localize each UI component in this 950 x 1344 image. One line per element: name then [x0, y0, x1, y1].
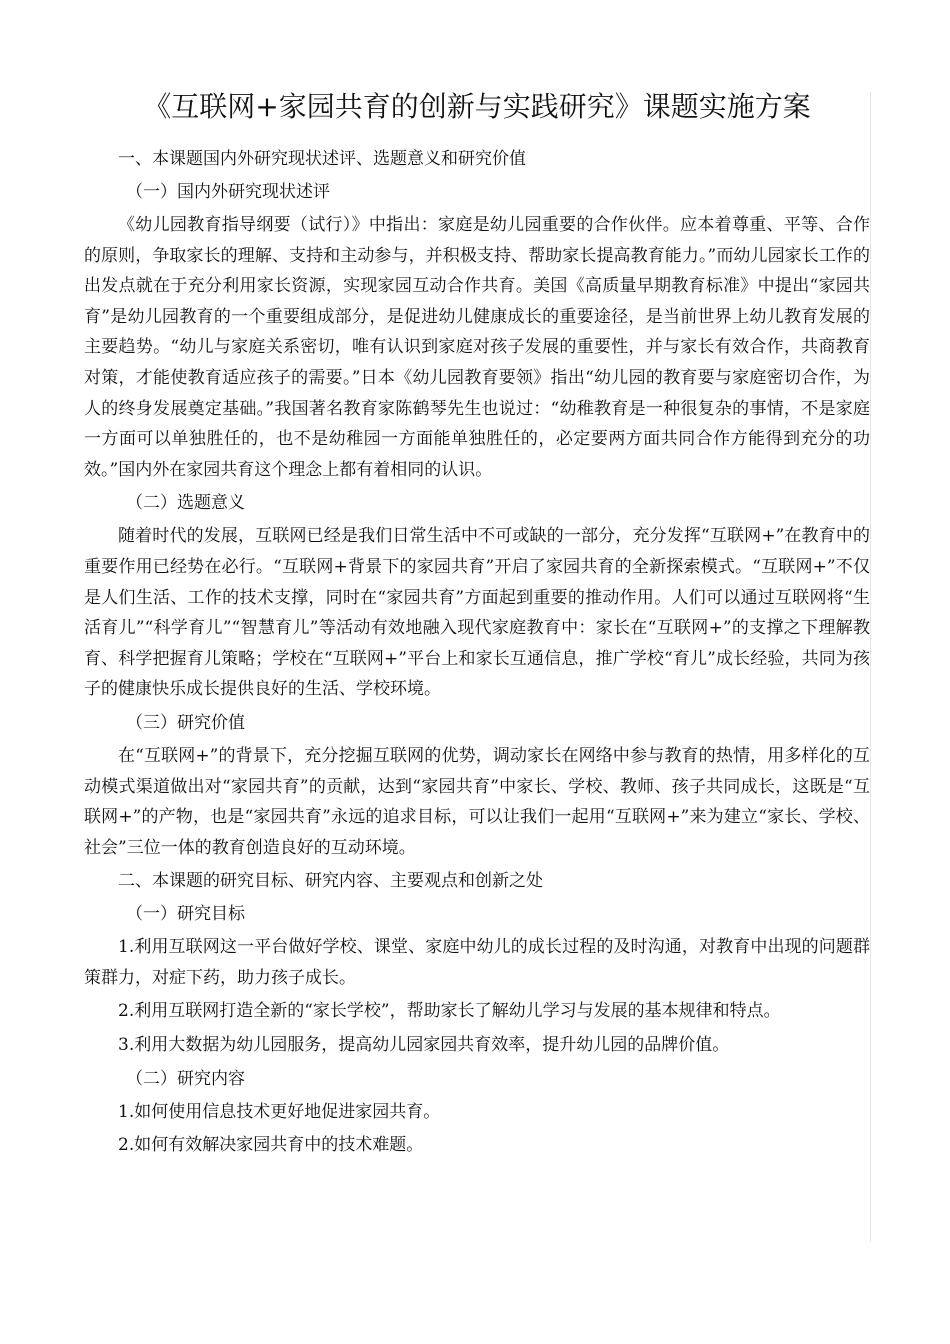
section-1-1-paragraph: 《幼儿园教育指导纲要（试行）》中指出：家庭是幼儿园重要的合作伙伴。应本着尊重、平等、合作的原则，争取家长的理解、支持和主动参与，并积极支持、帮助家长提高教育能力。”而幼儿园家长工作的出发点就在于充分利用家长资源，实现家园互动合作共育。美国《高质量早期教育标准》中提出“家园共育”是幼儿园教育的一个重要组成部分，是促进幼儿健康成长的重要途径，是当前世界上幼儿教育发展的主要趋势。“幼儿与家庭关系密切，唯有认识到家庭对孩子发展的重要性，并与家长有效合作，共商教育对策，才能使教育适应孩子的需要。”日本《幼儿园教育要领》指出“幼儿园的教育要与家庭密切合作，为人的终身发展奠定基础。”我国著名教育家陈鹤琴先生也说过：“幼稚教育是一种很复杂的事情，不是家庭一方面可以单独胜任的，也不是幼稚园一方面能单独胜任的，必定要两方面共同合作方能得到充分的功效。”国内外在家园共育这个理念上都有着相同的认识。	[84, 215, 870, 480]
section-1-3-paragraph: 在“互联网+”的背景下，充分挖掘互联网的优势，调动家长在网络中参与教育的热情，用多样化的互动模式渠道做出对“家园共育”的贡献，达到“家园共育”中家长、学校、教师、孩子共同成长，这既是“互联网+”的产物，也是“家园共育”永远的追求目标，可以让我们一起用“互联网+”来为建立“家长、学校、社会”三位一体的教育创造良好的互动环境。	[84, 745, 870, 858]
section-1-2-heading: （二）选题意义	[126, 493, 245, 514]
section-2-heading: 二、本课题的研究目标、研究内容、主要观点和创新之处	[118, 871, 543, 892]
section-1-1-heading: （一）国内外研究现状述评	[126, 182, 330, 202]
goal-item-3: 3.利用大数据为幼儿园服务，提高幼儿园家园共育效率，提升幼儿园的品牌价值。	[118, 1035, 730, 1056]
section-1-3-heading: （三）研究价值	[126, 712, 245, 733]
section-1-heading: 一、本课题国内外研究现状述评、选题意义和研究价值	[118, 149, 526, 169]
document-title: 《互联网+家园共育的创新与实践研究》课题实施方案	[143, 90, 811, 123]
page-edge-divider	[870, 92, 871, 1242]
content-item-2: 2.如何有效解决家园共育中的技术难题。	[118, 1135, 424, 1156]
section-2-2-heading: （二）研究内容	[126, 1068, 245, 1089]
document-body	[84, 144, 870, 1164]
goal-item-2: 2.利用互联网打造全新的“家长学校”，帮助家长了解幼儿学习与发展的基本规律和特点。	[118, 1001, 781, 1022]
section-1-2-paragraph: 随着时代的发展，互联网已经是我们日常生活中不可或缺的一部分，充分发挥“互联网+”在教育中的重要作用已经势在必行。“互联网+背景下的家园共育”开启了家园共育的全新探索模式。“互联网+”不仅是人们生活、工作的技术支撑，同时在“家园共育”方面起到重要的推动作用。人们可以通过互联网将“生活育儿”“科学育儿”“智慧育儿”等活动有效地融入现代家庭教育中：家长在“互联网+”的支撑之下理解教育、科学把握育儿策略；学校在“互联网+”平台上和家长互通信息，推广学校“育儿”成长经验，共同为孩子的健康快乐成长提供良好的生活、学校环境。	[84, 526, 870, 700]
section-2-1-heading: （一）研究目标	[126, 904, 245, 925]
content-item-1: 1.如何使用信息技术更好地促进家园共育。	[118, 1101, 441, 1122]
goal-item-1: 1.利用互联网这一平台做好学校、课堂、家庭中幼儿的成长过程的及时沟通，对教育中出现的问题群策群力，对症下药，助力孩子成长。	[84, 937, 870, 988]
